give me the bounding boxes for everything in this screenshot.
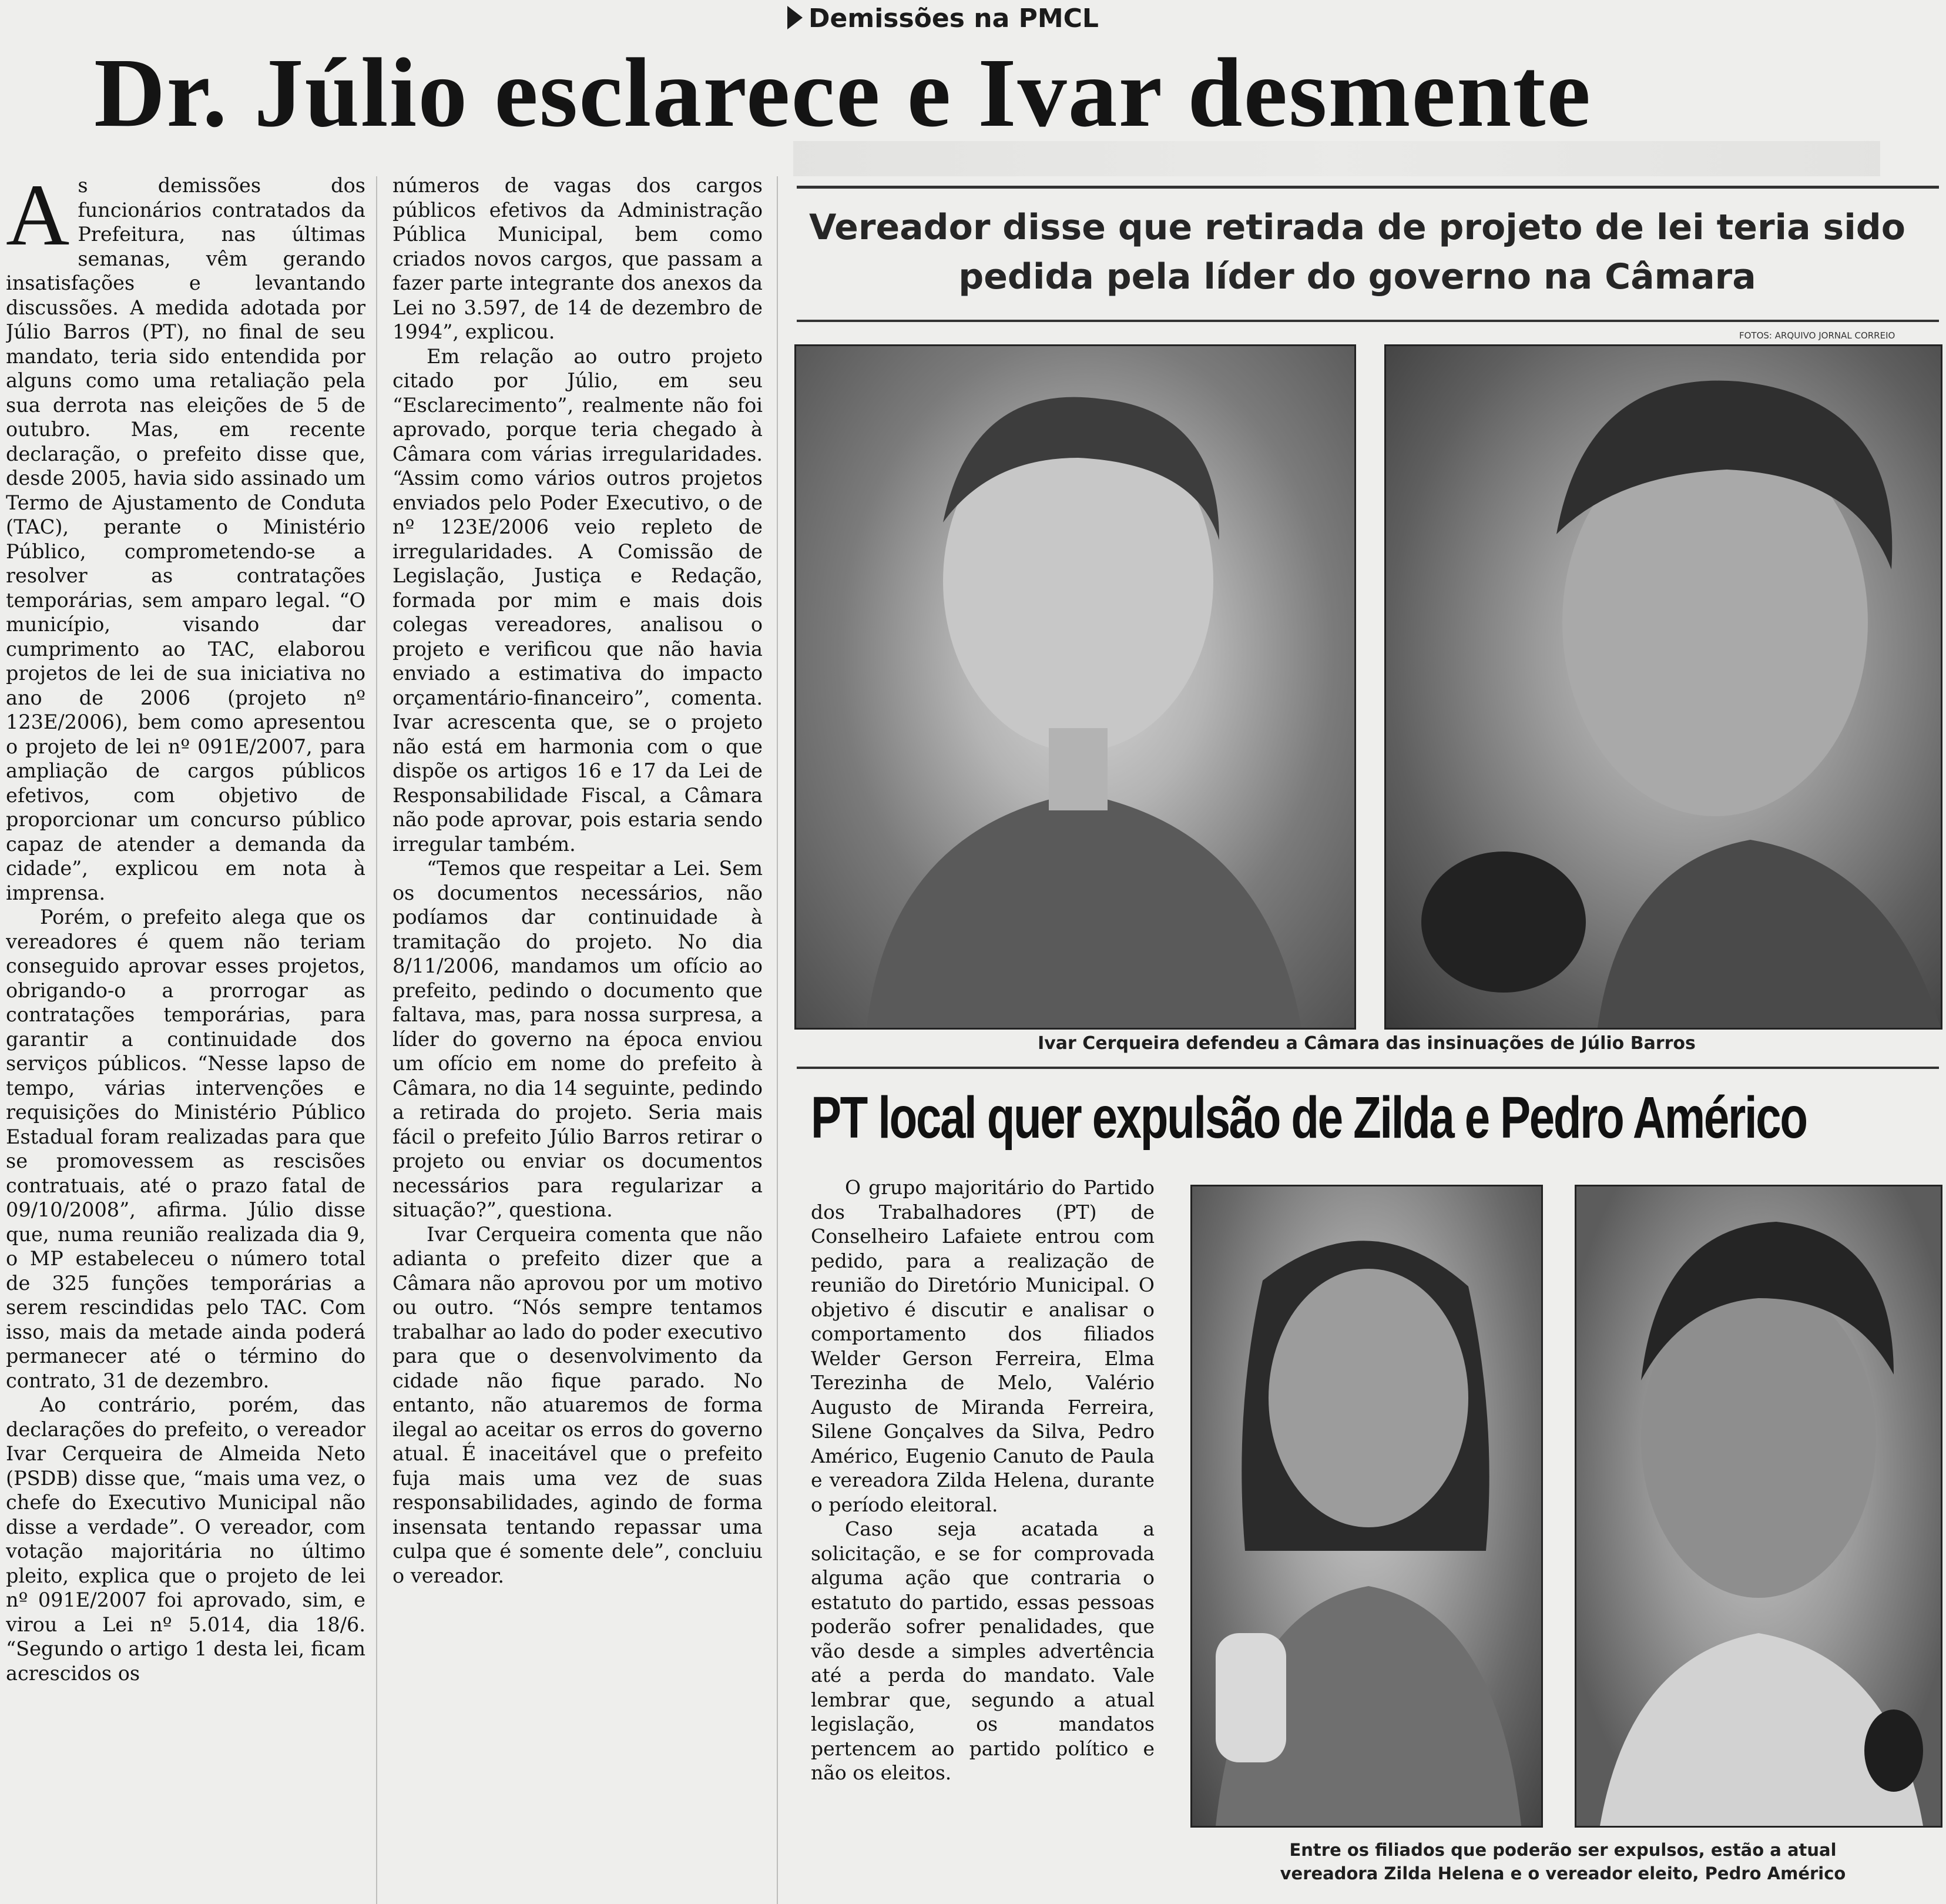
sidebar-body <box>811 1175 1155 1904</box>
photo-julio-barros <box>794 344 1356 1030</box>
portrait-silhouette-icon <box>1386 346 1941 1028</box>
subhead: Vereador disse que retirada de projeto de lei teria sido pedida pela líder do governo na Câmara <box>809 207 1905 297</box>
photo-ivar-cerqueira <box>1384 344 1942 1030</box>
main-photo-caption: Ivar Cerqueira defendeu a Câmara das insinuações de Júlio Barros <box>1038 1033 1696 1054</box>
headline: Dr. Júlio esclarece e Ivar desmente <box>94 38 1592 148</box>
kicker <box>787 4 1099 33</box>
photo-pedro-americo <box>1575 1185 1942 1828</box>
paragraph: Em relação ao outro projeto citado por Júlio, em seu “Esclarecimento”, realmente não foi aprovado, porque teria chegado à Câmara com várias irregularidades. “Assim como vários outros projetos enviados pelo Poder Executivo, o de nº 123E/2006 veio repleto de irregularidades. A Comissão de Legislação, Justiça e Redação, formada por mim e mais dois colegas vereadores, analisou o projeto e verificou que não havia enviado a estimativa do impacto orçamentário-financeiro”, comenta. Ivar acrescenta que, se o projeto não está em harmonia com o que dispõe os artigos 16 e 17 da Lei de Responsabilidade Fiscal, a Câmara não pode aprovar, pois estaria sendo irregular também. <box>392 344 763 856</box>
subhead-top-rule <box>797 186 1939 189</box>
portrait-silhouette-icon <box>796 346 1354 1028</box>
triangle-bullet-icon <box>787 6 803 29</box>
paragraph: Porém, o prefeito alega que os vereadores é quem não teriam conseguido aprovar esses projetos, obrigando-o a prorrogar as contratações temporárias, para garantir a continuidade dos serviços públicos. “Nesse lapso de tempo, várias intervenções e requisições do Ministério Público Estadual foram realizadas para que se promovessem as rescisões contratuais, até o prazo fatal de 09/10/2008”, afirma. Júlio disse que, numa reunião realizada dia 9, o MP estabeleceu o número total de 325 funções temporárias a serem rescindidas pelo TAC. Com isso, mais da metade ainda poderá permanecer até o término do contrato, 31 de dezembro. <box>6 906 365 1392</box>
paragraph: números de vagas dos cargos públicos efetivos da Administração Pública Municipal, bem como criados novos cargos, que passam a fazer parte integrante dos anexos da Lei no 3.597, de 14 de dezembro de 1994”, explicou. <box>392 174 763 343</box>
paragraph: Ivar Cerqueira comenta que não adianta o prefeito dizer que a Câmara não aprovou por um motivo ou outro. “Nós sempre tentamos trabalhar ao lado do poder executivo para que o desenvolvimento da cidade não fique parado. No entanto, não atuaremos de forma ilegal ao aceitar os erros do governo atual. É inaceitável que o prefeito fuja mais uma vez de suas responsabilidades, agindo de forma insensata tentando repassar uma culpa que é somente dele”, concluiu o vereador. <box>392 1222 763 1587</box>
photo-credit: FOTOS: ARQUIVO JORNAL CORREIO <box>1739 330 1895 341</box>
sidebar-headline: PT local quer expulsão de Zilda e Pedro Américo <box>811 1085 1807 1151</box>
column-divider <box>777 176 778 1904</box>
portrait-silhouette-icon <box>1192 1186 1541 1826</box>
article-column-2 <box>392 173 763 1904</box>
paragraph: O grupo majoritário do Partido dos Trabalhadores (PT) de Conselheiro Lafaiete entrou com pedido, para a realização de reunião do Diretório Municipal. O objetivo é discutir e analisar o comportamento dos filiados Welder Gerson Ferreira, Elma Terezinha de Melo, Valério Augusto de Miranda Ferreira, Silene Gonçalves da Silva, Pedro Américo, Eugenio Canuto de Paula e vereadora Zilda Helena, durante o período eleitoral. <box>811 1176 1155 1516</box>
drop-cap: A <box>6 173 70 264</box>
sidebar-top-rule <box>797 1067 1939 1069</box>
sidebar-photo-caption: Entre os filiados que poderão ser expulsos, estão a atual vereadora Zilda Helena e o vereador eleito, Pedro Américo <box>1280 1840 1846 1883</box>
kicker-text: Demissões na PMCL <box>808 4 1099 33</box>
paragraph: Caso seja acatada a solicitação, e se for comprovada alguma ação que contraria o estatuto do partido, essas pessoas poderão sofrer penalidades, que vão desde a simples advertência até a perda do mandato. Vale lembrar que, segundo a atual legislação, os mandatos pertencem ao partido político e não os eleitos. <box>811 1517 1155 1784</box>
article-column-1 <box>6 173 365 1904</box>
paragraph: As demissões dos funcionários contratados da Prefeitura, nas últimas semanas, vêm gerando insatisfações e levantando discussões. A medida adotada por Júlio Barros (PT), no final de seu mandato, teria sido entendida por alguns como uma retaliação pela sua derrota nas eleições de 5 de outubro. Mas, em recente declaração, o prefeito disse que, desde 2005, havia sido assinado um Termo de Ajustamento de Conduta (TAC), perante o Ministério Público, comprometendo-se a resolver as contratações temporárias, sem amparo legal. “O município, visando dar cumprimento ao TAC, elaborou projetos de lei de sua iniciativa no ano de 2006 (projeto nº 123E/2006), bem como apresentou o projeto de lei nº 091E/2007, para ampliação de cargos públicos efetivos, com objetivo de proporcionar um concurso público capaz de atender a demanda da cidade”, explicou em nota à imprensa. <box>6 173 365 904</box>
photo-zilda-helena <box>1190 1185 1543 1828</box>
paragraph: “Temos que respeitar a Lei. Sem os documentos necessários, não podíamos dar continuidade à tramitação do projeto. No dia 8/11/2006, mandamos um ofício ao prefeito, pedindo o documento que faltava, mas, para nossa surpresa, a líder do governo na época enviou um ofício em nome do prefeito à Câmara, no dia 14 seguinte, pedindo a retirada do projeto. Seria mais fácil o prefeito Júlio Barros retirar o projeto ou enviar os documentos necessários para regularizar a situação?”, questiona. <box>392 857 763 1221</box>
column-divider <box>376 176 377 1904</box>
portrait-silhouette-icon <box>1576 1186 1941 1826</box>
paragraph: Ao contrário, porém, das declarações do prefeito, o vereador Ivar Cerqueira de Almeida Neto (PSDB) disse que, “mais uma vez, o chefe do Executivo Municipal não disse a verdade”. O vereador, com votação majoritária no último pleito, explica que o projeto de lei nº 091E/2007 foi aprovado, sim, e virou a Lei nº 5.014, dia 18/6. “Segundo o artigo 1 desta lei, ficam acrescidos os <box>6 1393 365 1685</box>
subhead-bottom-rule <box>797 320 1939 322</box>
